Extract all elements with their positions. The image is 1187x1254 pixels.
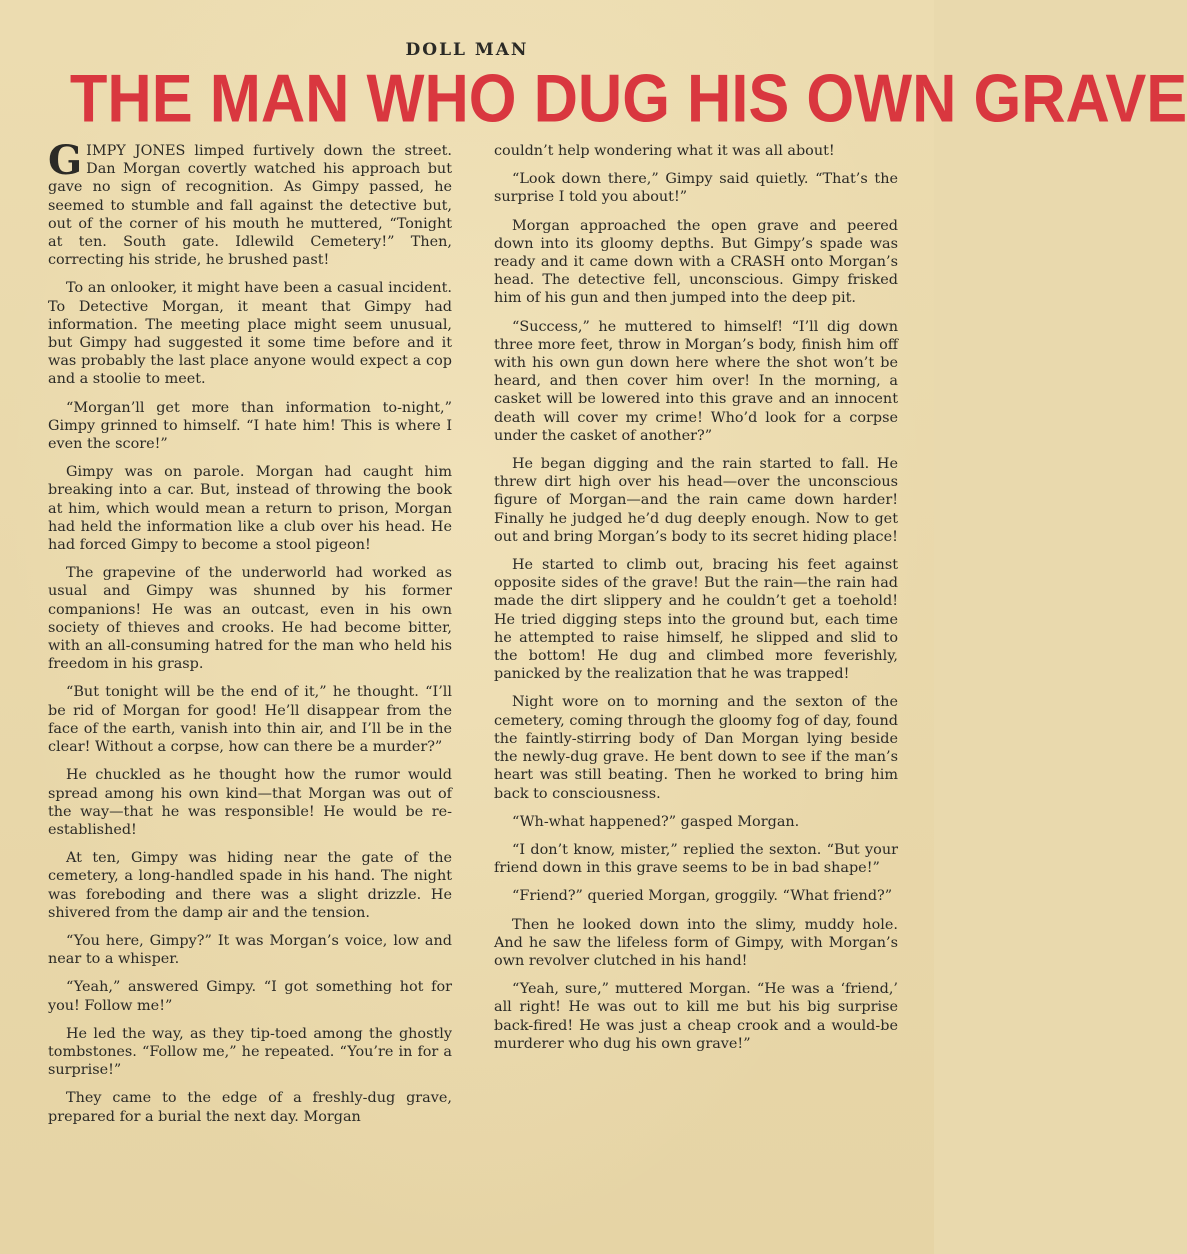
paragraph: Morgan approached the open grave and peered down into its gloomy depths. But Gimpy’s spade was ready and it came down with a CRASH onto Morgan’s head. The detective fell, unconscious. Gimpy frisked him of his gun and then jumped into the deep pit. <box>494 217 898 307</box>
continued-paragraph: couldn’t help wondering what it was all about! <box>494 143 835 159</box>
paragraph: “I don’t know, mister,” replied the sexton. “But your friend down in this grave seems to be in bad shape!” <box>494 841 898 877</box>
opening-paragraph-text: IMPY JONES limped furtively down the street. Dan Morgan covertly watched his approach but gave no sign of recognition. As Gimpy passed, he seemed to stumble and fall against the detective but, out of the corner of his mouth he muttered, “Tonight at ten. South gate. Idlewild Cemetery!” Then, correcting his stride, he brushed past! <box>48 143 452 269</box>
paragraph: “Success,” he muttered to himself! “I’ll dig down three more feet, throw in Morgan’s body, finish him off with his own gun down here where the shot won’t be heard, and then cover him over! In the morning, a casket will be lowered into this grave and an innocent death will cover my crime! Who’d look for a corpse under the casket of another?” <box>494 318 898 444</box>
paragraph: “But tonight will be the end of it,” he thought. “I’ll be rid of Morgan for good! He’ll disappear from the face of the earth, vanish into thin air, and I’ll be in the clear! Without a corpse, how can there be a murder?” <box>48 684 452 756</box>
paragraph: “Morgan’ll get more than information to-night,” Gimpy grinned to himself. “I hate him! This is where I even the score!” <box>48 399 452 453</box>
paragraph: Night wore on to morning and the sexton of the cemetery, coming through the gloomy fog of day, found the faintly-stirring body of Dan Morgan lying beside the newly-dug grave. He bent down to see if the man’s heart was still beating. Then he worked to bring him back to consciousness. <box>494 694 898 802</box>
paragraph: He started to climb out, bracing his feet against opposite sides of the grave! But the rain—the rain had made the dirt slippery and he couldn’t get a toehold! He tried digging steps into the ground but, each time he attempted to raise himself, he slipped and slid to the bottom! He dug and climbed more feverishly, panicked by the realization that he was trapped! <box>494 557 898 683</box>
paragraph: Then he looked down into the slimy, muddy hole. And he saw the lifeless form of Gimpy, with Morgan’s own revolver clutched in his hand! <box>494 916 898 969</box>
left-column <box>48 137 452 1136</box>
paragraph: He began digging and the rain started to fall. He threw dirt high over his head—over the unconscious figure of Morgan—and the rain came down harder! Finally he judged he’d dug deeply enough. Now to get out and bring Morgan’s body to its secret hiding place! <box>494 456 898 545</box>
paragraph: “Yeah, sure,” muttered Morgan. “He was a ‘friend,’ all right! He was out to kill me but his big surprise back-fired! He was just a cheap crook and a would-be murderer who dug his own grave!” <box>494 981 898 1052</box>
paragraph: “Friend?” queried Morgan, groggily. “What friend?” <box>512 888 893 905</box>
paragraph: At ten, Gimpy was hiding near the gate of the cemetery, a long-handled spade in his hand. The night was foreboding and there was a slight drizzle. He shivered from the damp air and the tension. <box>48 850 452 921</box>
paragraph: He chuckled as he thought how the rumor would spread among his own kind—that Morgan was out of the way—that he was responsible! He would be re-established! <box>48 767 452 838</box>
paragraph: The grapevine of the underworld had worked as usual and Gimpy was shunned by his former companions! He was an outcast, even in his own society of thieves and crooks. He had become bitter, with an all-consuming hatred for the man who held his freedom in his grasp. <box>48 565 452 673</box>
story-title: THE MAN WHO DUG HIS OWN GRAVE <box>69 59 1187 137</box>
paragraph: Gimpy was on parole. Morgan had caught him breaking into a car. But, instead of throwing the book at him, which would mean a return to prison, Morgan had held the information like a club over his head. He had forced Gimpy to become a stool pigeon! <box>48 464 452 554</box>
paragraph: “Yeah,” answered Gimpy. “I got something hot for you! Follow me!” <box>48 979 452 1014</box>
paragraph: “Look down there,” Gimpy said quietly. “That’s the surprise I told you about!” <box>494 171 898 206</box>
paragraph: To an onlooker, it might have been a casual incident. To Detective Morgan, it meant that Gimpy had information. The meeting place might seem unusual, but Gimpy had suggested it some time before and it was probably the last place anyone would expect a cop and a stoolie to meet. <box>48 280 452 388</box>
paragraph: “Wh-what happened?” gasped Morgan. <box>512 813 800 830</box>
series-header: DOLL MAN <box>405 40 529 60</box>
paragraph: He led the way, as they tip-toed among the ghostly tombstones. “Follow me,” he repeated. “You’re in for a surprise!” <box>48 1025 452 1079</box>
right-column <box>494 142 898 1063</box>
drop-cap: G <box>48 137 83 184</box>
paragraph: “You here, Gimpy?” It was Morgan’s voice, low and near to a whisper. <box>48 932 452 968</box>
paragraph: They came to the edge of a freshly-dug grave, prepared for a burial the next day. Morgan <box>48 1090 452 1125</box>
opening-paragraph <box>48 137 452 269</box>
